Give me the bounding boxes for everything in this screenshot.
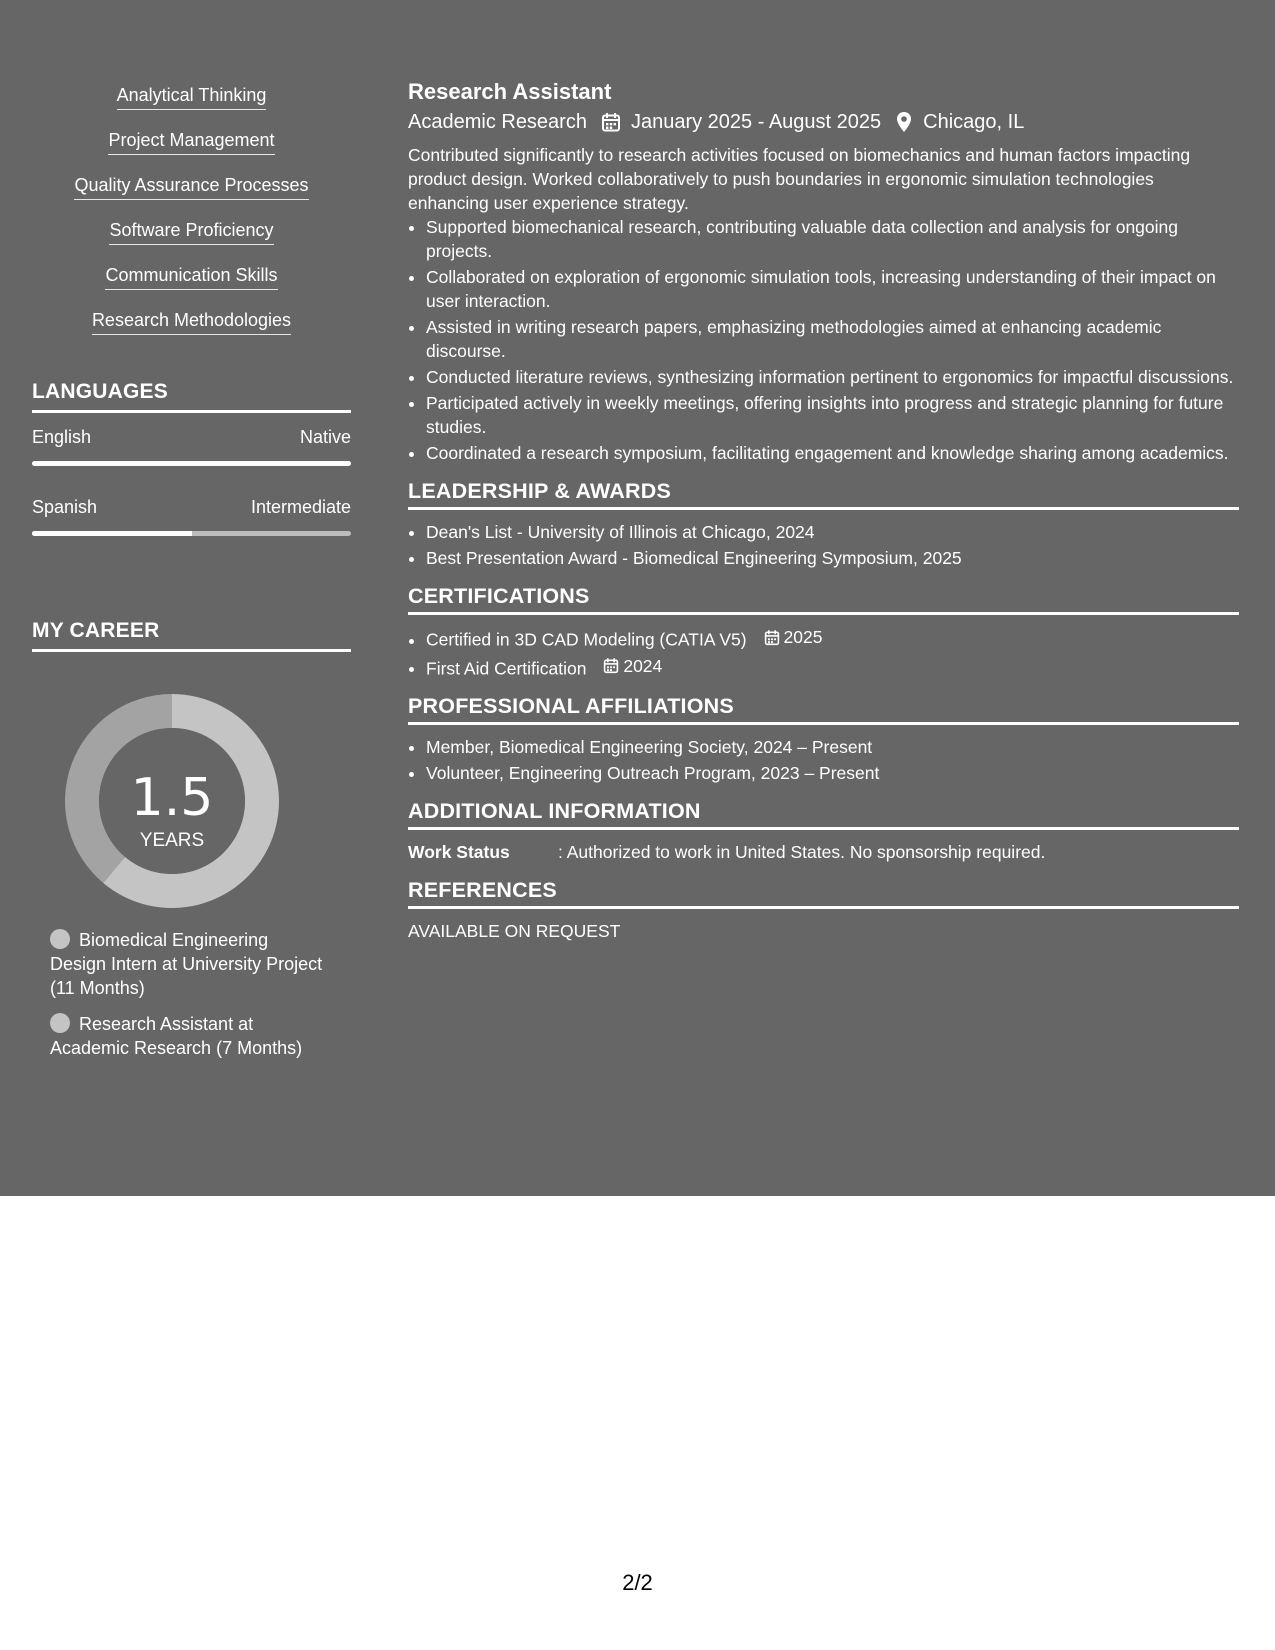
skill-item: Quality Assurance Processes (74, 174, 308, 200)
affiliations-list (408, 735, 1239, 785)
awards-heading: LEADERSHIP & AWARDS (408, 479, 1239, 510)
career-donut-svg (32, 678, 351, 928)
language-name: Spanish (32, 497, 98, 517)
awards-list (408, 520, 1239, 570)
language-proficiency-bar (32, 531, 351, 536)
career-heading: MY CAREER (32, 619, 351, 652)
additional-info-heading: ADDITIONAL INFORMATION (408, 799, 1239, 830)
certifications-heading: CERTIFICATIONS (408, 584, 1239, 615)
job-bullet: • Conducted literature reviews, synthesizing information pertinent to ergonomics for impactful discussions. (426, 365, 1239, 389)
skills-list (32, 84, 351, 354)
career-donut-chart (32, 678, 351, 928)
skill-item: Project Management (108, 129, 274, 155)
skill-item: Analytical Thinking (117, 84, 267, 110)
references-text: AVAILABLE ON REQUEST (408, 921, 621, 941)
skill-item: Communication Skills (105, 264, 277, 290)
certifications-list (408, 625, 1239, 680)
certification-item: • Certified in 3D CAD Modeling (CATIA V5) 2025 (426, 625, 1239, 652)
affiliation-item: • Member, Biomedical Engineering Society, 2024 – Present (426, 735, 1239, 759)
job-bullet: • Supported biomechanical research, contributing valuable data collection and analysis for ongoing projects. (426, 215, 1239, 263)
language-name: English (32, 427, 92, 447)
award-item: • Best Presentation Award - Biomedical Engineering Symposium, 2025 (426, 546, 1239, 570)
job-dates: January 2025 - August 2025 (630, 111, 882, 133)
skill-item: Research Methodologies (92, 309, 291, 335)
certification-year: 2025 (783, 627, 823, 647)
language-english (32, 427, 351, 483)
language-proficiency-bar (32, 461, 351, 466)
work-status-row (408, 840, 1239, 864)
location-pin-icon (895, 111, 913, 133)
award-item: • Dean's List - University of Illinois at Chicago, 2024 (426, 520, 1239, 544)
work-status-label: Work Status (408, 842, 510, 862)
language-level: Native (299, 427, 351, 447)
career-legend-item: Research Assistant at Academic Research (7 Months) (50, 1014, 303, 1058)
language-level: Intermediate (250, 497, 351, 517)
career-total-value: 1.5 (130, 768, 214, 828)
calendar-icon (603, 657, 619, 674)
career-total-unit: YEARS (139, 830, 205, 851)
languages-heading: LANGUAGES (32, 380, 351, 413)
calendar-icon (764, 629, 780, 646)
references-heading: REFERENCES (408, 878, 1239, 909)
page-number: 2/2 (622, 1570, 653, 1595)
job-bullet: • Collaborated on exploration of ergonomic simulation tools, increasing understanding of their impact on user interaction. (426, 265, 1239, 313)
main-content (408, 78, 1239, 943)
language-proficiency-fill (32, 461, 351, 466)
affiliation-item: • Volunteer, Engineering Outreach Program, 2023 – Present (426, 761, 1239, 785)
job-meta (408, 108, 1239, 136)
certification-item: • First Aid Certification 2024 (426, 654, 1239, 681)
career-legend-item: Biomedical Engineering Design Intern at University Project (11 Months) (50, 930, 323, 998)
job-title: Research Assistant (408, 79, 612, 104)
job-company: Academic Research (408, 111, 587, 133)
job-summary: Contributed significantly to research activities focused on biomechanics and human factors impacting product design. Worked collaboratively to push boundaries in ergonomic simulation technologies enhancing user experience strategy. (408, 145, 1191, 213)
job-bullet: • Assisted in writing research papers, emphasizing methodologies aimed at enhancing academic discourse. (426, 315, 1239, 363)
certification-year: 2024 (623, 655, 663, 676)
work-status-value: : Authorized to work in United States. No sponsorship required. (558, 842, 1046, 862)
calendar-icon (601, 112, 621, 132)
skill-item: Software Proficiency (109, 219, 273, 245)
affiliations-heading: PROFESSIONAL AFFILIATIONS (408, 694, 1239, 725)
language-spanish (32, 497, 351, 553)
legend-dot-icon (50, 929, 70, 949)
sidebar (32, 84, 351, 1072)
job-bullet: • Coordinated a research symposium, facilitating engagement and knowledge sharing among academics. (426, 441, 1239, 465)
job-bullet: • Participated actively in weekly meetings, offering insights into progress and strategic planning for future studies. (426, 391, 1239, 439)
legend-dot-icon (50, 1013, 70, 1033)
language-proficiency-fill (32, 531, 192, 536)
job-location: Chicago, IL (923, 111, 1025, 133)
job-bullets (408, 215, 1239, 465)
career-legend (50, 928, 325, 1060)
